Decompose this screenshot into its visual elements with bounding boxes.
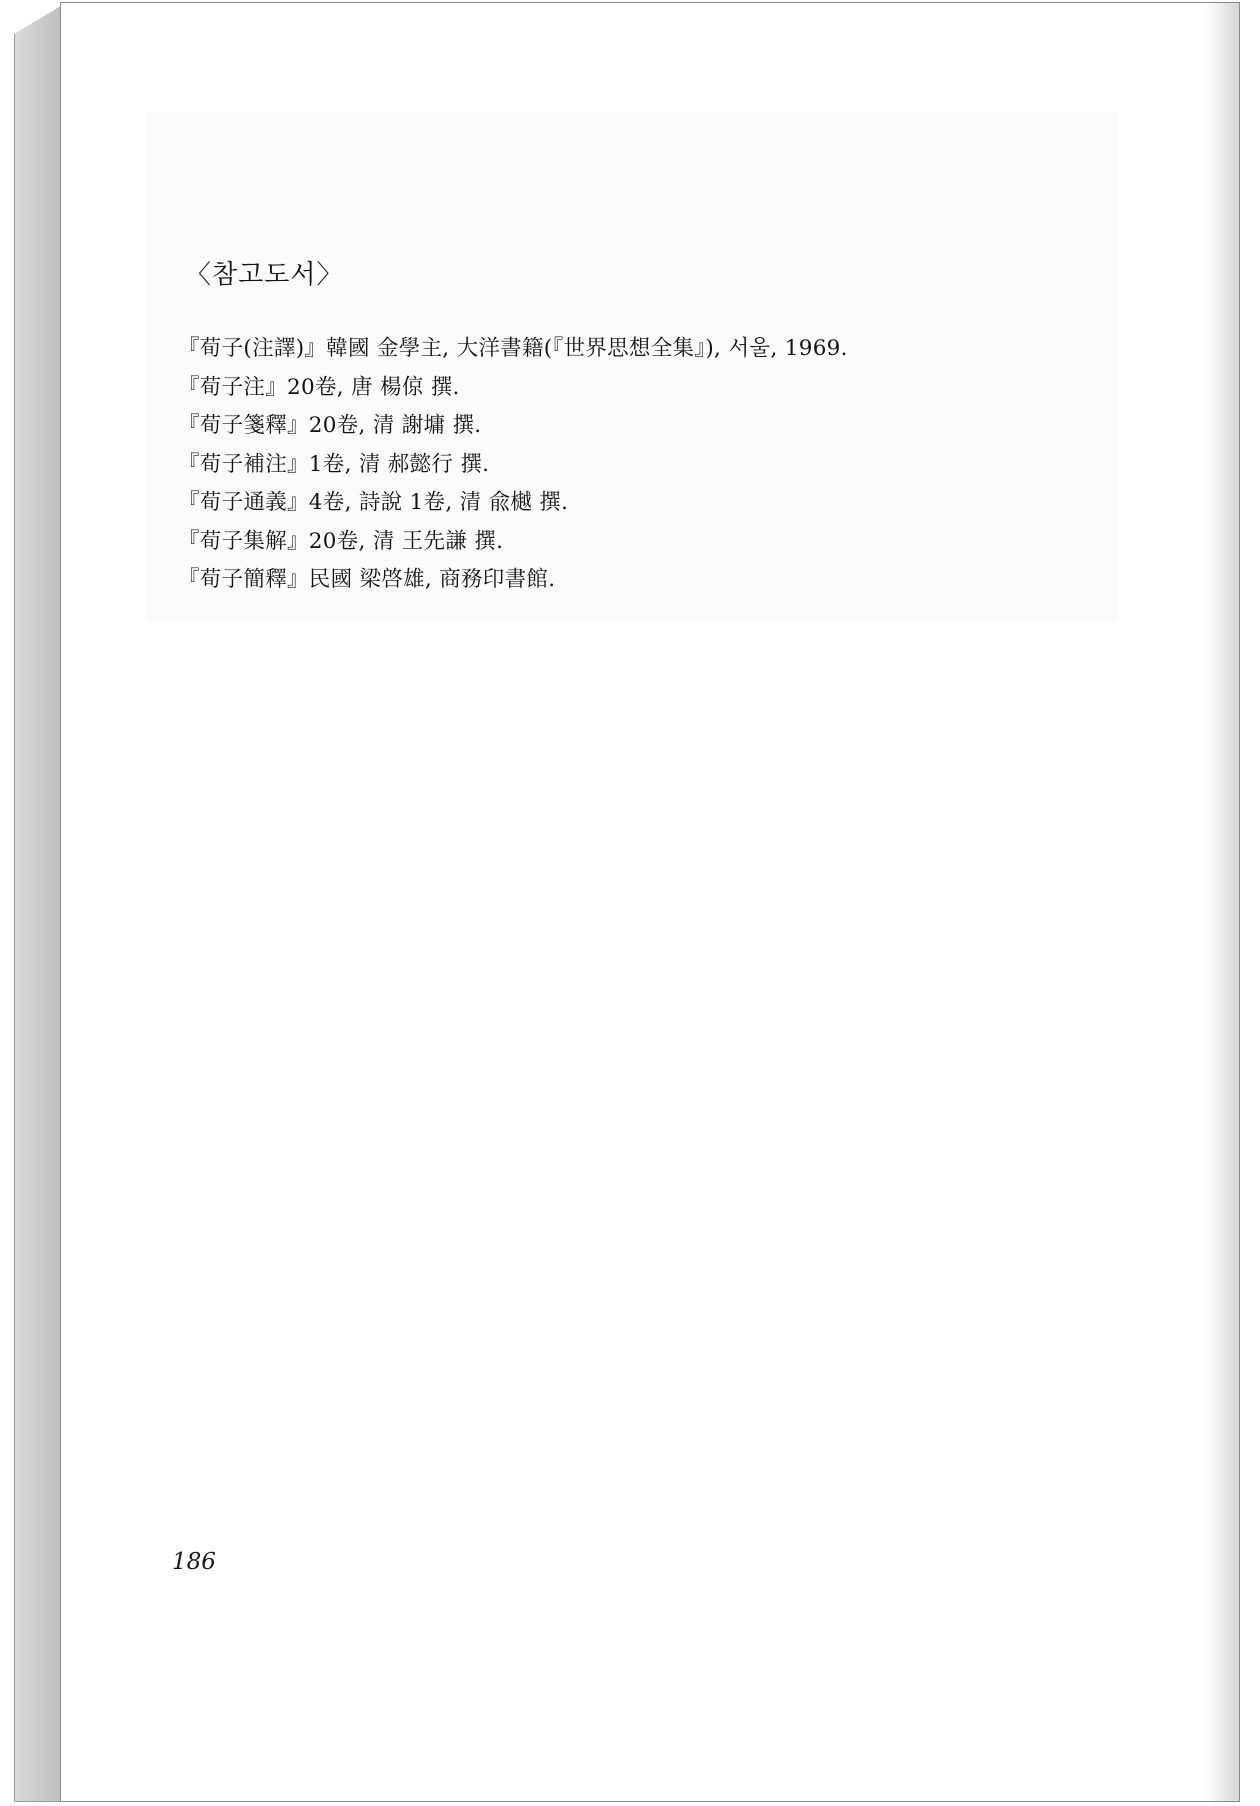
page-number: 186 [172, 1549, 216, 1575]
reference-item: 『荀子簡釋』民國 梁啓雄, 商務印書館. [178, 567, 556, 592]
reference-item: 『荀子箋釋』20卷, 清 謝墉 撰. [178, 413, 482, 438]
section-heading: 〈참고도서〉 [185, 260, 344, 290]
reference-item: 『荀子(注譯)』韓國 金學主, 大洋書籍(『世界思想全集』), 서울, 1969. [178, 336, 848, 361]
reference-item: 『荀子集解』20卷, 清 王先謙 撰. [178, 528, 504, 554]
reference-list [178, 330, 848, 600]
reference-item: 『荀子注』20卷, 唐 楊倞 撰. [178, 374, 460, 400]
page-edge-shading [1205, 3, 1239, 1801]
book-spine [14, 4, 64, 1802]
reference-item: 『荀子通義』4卷, 詩說 1卷, 清 兪樾 撰. [178, 490, 569, 515]
reference-item: 『荀子補注』1卷, 清 郝懿行 撰. [178, 451, 490, 477]
